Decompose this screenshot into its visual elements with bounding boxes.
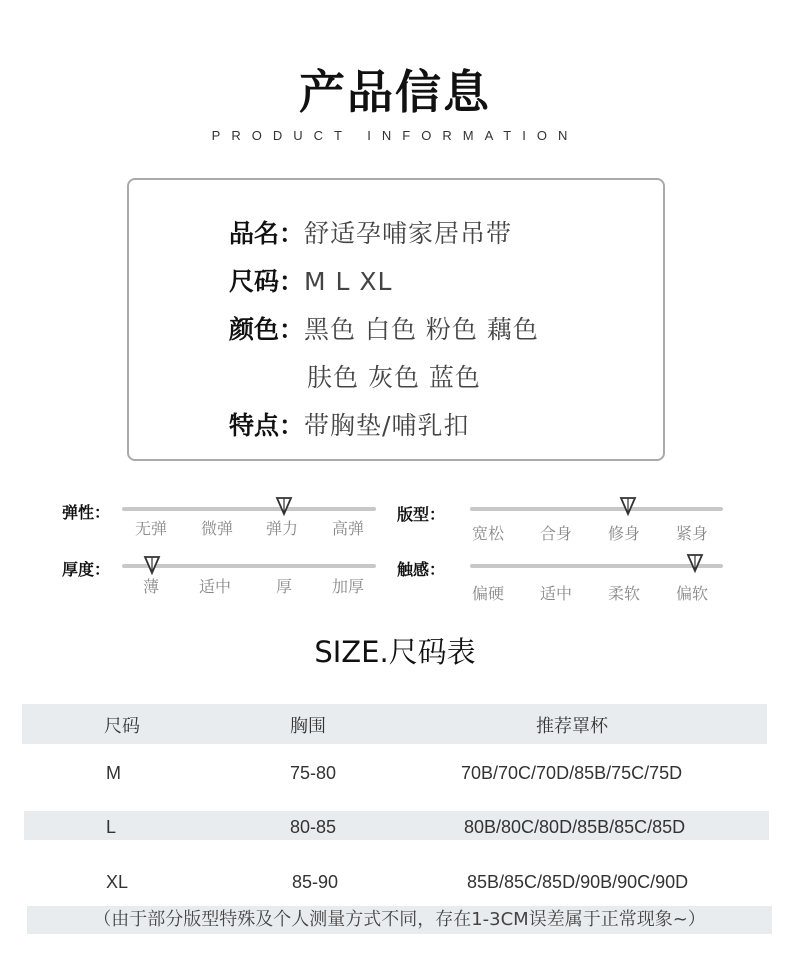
table-cell-size: XL — [106, 872, 129, 892]
scale-tick: 合身 — [539, 524, 572, 543]
page-subtitle: PRODUCT INFORMATION — [211, 128, 579, 143]
table-cell-cup: 85B/85C/85D/90B/90C/90D — [467, 872, 689, 892]
scale-tick: 高弹 — [331, 519, 364, 538]
size-value: M L XL — [304, 267, 393, 296]
table-cell-bust: 85-90 — [292, 872, 339, 892]
info-row-color-2 — [307, 358, 481, 394]
size-table-title: SIZE.尺码表 — [314, 635, 476, 669]
feature-value: 带胸垫/哺乳扣 — [304, 411, 470, 440]
scale-tick: 修身 — [607, 524, 640, 543]
color-value-2: 肤色 灰色 蓝色 — [307, 363, 481, 392]
scale-label: 厚度： — [62, 560, 111, 579]
table-cell-bust: 80-85 — [290, 817, 337, 837]
info-row-name — [229, 214, 512, 250]
table-header-cell: 尺码 — [104, 716, 140, 737]
scale-tick: 微弹 — [200, 519, 233, 538]
feature-label: 特点： — [229, 411, 305, 440]
scale-tick: 紧身 — [675, 524, 708, 543]
scale-tick: 偏硬 — [471, 584, 504, 603]
scale-tick: 无弹 — [134, 519, 167, 538]
scale-track — [470, 507, 723, 511]
scale-tick: 宽松 — [471, 524, 504, 543]
table-cell-bust: 75-80 — [290, 763, 337, 783]
scale-tick: 薄 — [142, 577, 159, 596]
product-info-box — [127, 178, 665, 461]
scale-label: 弹性： — [62, 503, 111, 522]
color-label: 颜色： — [229, 315, 305, 344]
scale-marker-icon — [275, 496, 293, 516]
info-row-size — [229, 262, 392, 298]
scale-marker-icon — [143, 555, 161, 575]
scale-tick: 弹力 — [265, 519, 298, 538]
page-title: 产品信息 — [299, 65, 491, 119]
size-label: 尺码： — [229, 267, 305, 296]
table-header-cell: 推荐罩杯 — [536, 716, 608, 737]
scale-tick: 适中 — [539, 584, 572, 603]
table-cell-size: L — [106, 817, 117, 837]
name-label: 品名： — [229, 219, 305, 248]
table-header-cell: 胸围 — [290, 716, 326, 737]
scale-tick: 加厚 — [331, 577, 364, 596]
table-cell-cup: 70B/70C/70D/85B/75C/75D — [461, 763, 683, 783]
scale-marker-icon — [619, 496, 637, 516]
scale-label: 触感： — [397, 560, 446, 579]
scale-label: 版型： — [397, 505, 446, 524]
table-cell-size: M — [106, 763, 121, 783]
scale-tick: 柔软 — [607, 584, 640, 603]
scale-marker-icon — [686, 553, 704, 573]
scale-track — [122, 507, 376, 511]
info-row-feature — [229, 406, 469, 442]
scale-tick: 偏软 — [675, 584, 708, 603]
color-value-1: 黑色 白色 粉色 藕色 — [304, 315, 539, 344]
size-note: （由于部分版型特殊及个人测量方式不同，存在1-3CM误差属于正常现象~） — [93, 909, 706, 930]
name-value: 舒适孕哺家居吊带 — [304, 219, 513, 248]
scale-tick: 厚 — [275, 577, 292, 596]
table-cell-cup: 80B/80C/80D/85B/85C/85D — [464, 817, 686, 837]
scale-tick: 适中 — [198, 577, 231, 596]
info-row-color — [229, 310, 539, 346]
